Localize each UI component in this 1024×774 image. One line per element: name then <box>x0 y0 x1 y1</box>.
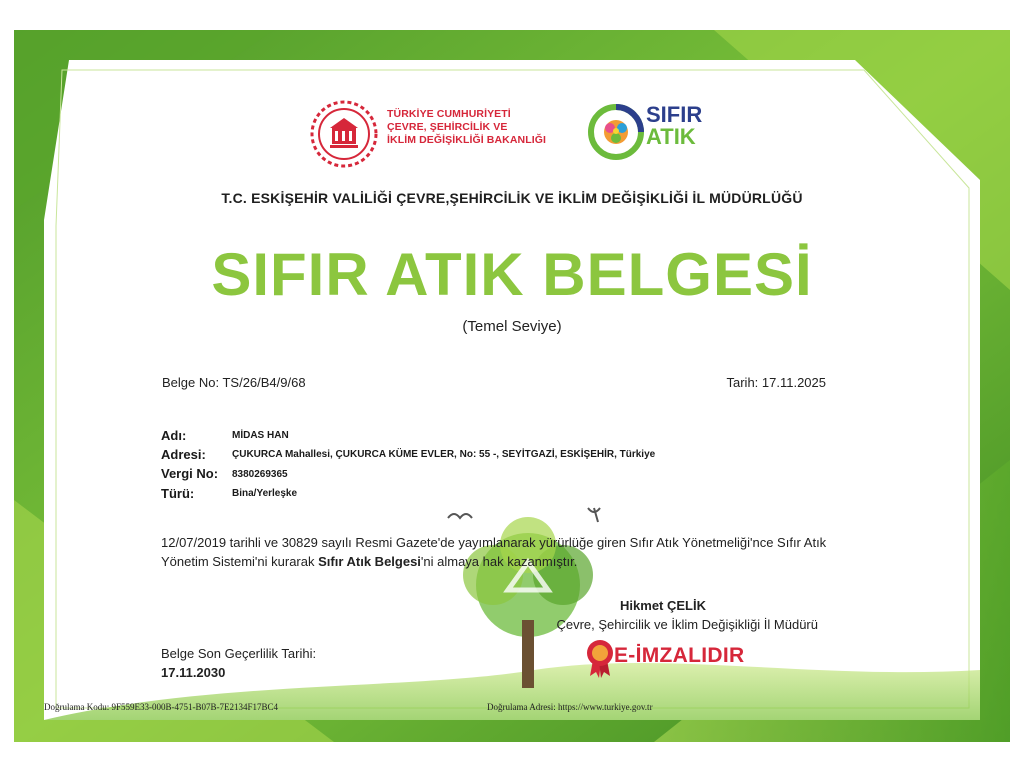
directorate-title: T.C. ESKİŞEHİR VALİLİĞİ ÇEVRE,ŞEHİRCİLİK VE İKLİM DEĞİŞİKLİĞİ İL MÜDÜRLÜĞÜ <box>221 190 803 206</box>
e-signature-seal-icon <box>584 638 616 683</box>
ministry-line-3: İKLİM DEĞİŞİKLİĞİ BAKANLIĞI <box>387 134 547 146</box>
e-signature-label: E-İMZALIDIR <box>614 644 745 667</box>
tax-number-value: 8380269365 <box>232 469 288 480</box>
logo-word-atik: ATIK <box>646 124 696 149</box>
sifir-atik-logo-icon <box>588 104 644 165</box>
verification-address: Doğrulama Adresi: https://www.turkiye.gov.tr <box>487 702 653 712</box>
name-label: Adı: <box>161 428 187 443</box>
validity-date: 17.11.2030 <box>161 665 226 680</box>
type-label: Türü: <box>161 486 195 501</box>
validity-label: Belge Son Geçerlilik Tarihi: <box>161 646 317 661</box>
signatory-name: Hikmet ÇELİK <box>620 598 706 613</box>
certificate-body <box>161 533 841 571</box>
document-date: Tarih: 17.11.2025 <box>726 375 826 390</box>
logo-word-sifir: SIFIR <box>646 102 703 127</box>
name-value: MİDAS HAN <box>232 430 289 441</box>
document-number: Belge No: TS/26/B4/9/68 <box>162 375 306 390</box>
ministry-name <box>387 108 546 147</box>
verification-code: Doğrulama Kodu: 9F559E33-000B-4751-B07B-7E2134F17BC4 <box>44 702 278 712</box>
body-text-part2: 'ni almaya hak kazanmıştır. <box>420 554 578 569</box>
certificate-title: SIFIR ATIK BELGESİ <box>211 241 813 308</box>
signatory-title: Çevre, Şehircilik ve İklim Değişikliği İl Müdürü <box>556 617 818 632</box>
sifir-atik-logo-text <box>646 104 702 148</box>
ministry-line-1: TÜRKİYE CUMHURİYETİ <box>387 108 511 120</box>
ministry-line-2: ÇEVRE, ŞEHİRCİLİK VE <box>387 121 508 133</box>
type-value: Bina/Yerleşke <box>232 488 298 499</box>
certificate-level: (Temel Seviye) <box>462 318 562 335</box>
body-text-part1: 12/07/2019 tarihli ve 30829 sayılı Resmi Gazete'de yayımlanarak yürürlüğe giren Sıfır Atık Yönetmeliği'nce Sıfır Atık Yönetim Sistemi'ni kurarak <box>161 535 827 569</box>
body-text-bold: Sıfır Atık Belgesi <box>318 554 421 569</box>
address-value: ÇUKURCA Mahallesi, ÇUKURCA KÜME EVLER, No: 55 -, SEYİTGAZİ, ESKİŞEHİR, Türkiye <box>232 449 656 460</box>
tax-number-label: Vergi No: <box>161 466 219 481</box>
address-label: Adresi: <box>161 447 206 462</box>
ministry-emblem-icon <box>310 100 378 173</box>
